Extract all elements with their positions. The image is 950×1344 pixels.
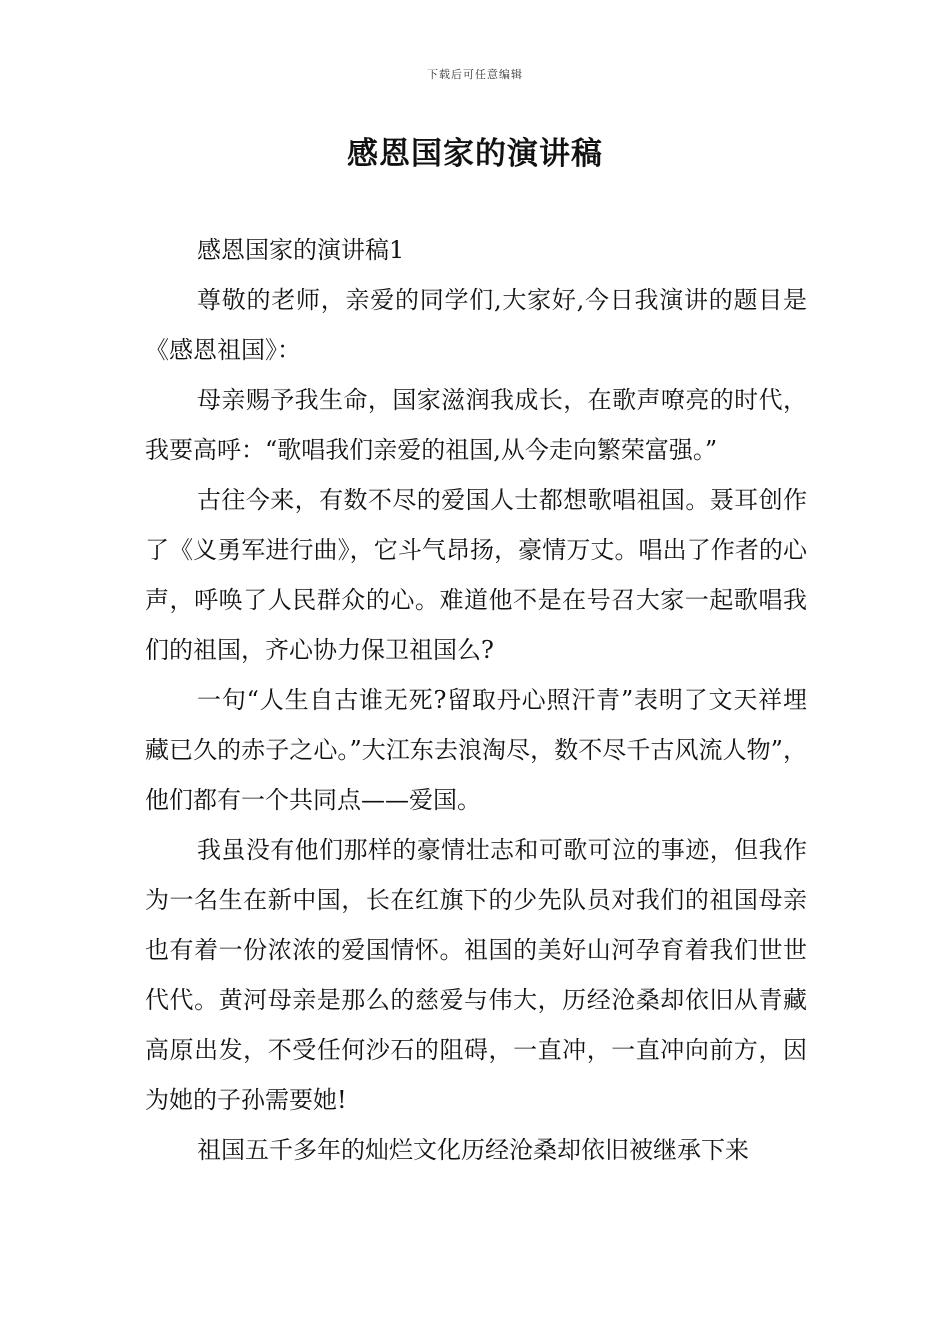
paragraph: 一句“人生自古谁无死?留取丹心照汗青”表明了文天祥埋藏已久的赤子之心。”大江东去浪淘尽，数不尽千古风流人物”，他们都有一个共同点——爱国。	[145, 686, 807, 814]
paragraph: 祖国五千多年的灿烂文化历经沧桑却依旧被继承下来	[197, 1136, 749, 1164]
document-title: 感恩国家的演讲稿	[347, 136, 603, 172]
paragraph: 古往今来，有数不尽的爱国人士都想歌唱祖国。聂耳创作了《义勇军进行曲》，它斗气昂扬，豪情万丈。唱出了作者的心声，呼唤了人民群众的心。难道他不是在号召大家一起歌唱我们的祖国，齐心协力保卫祖国么?	[145, 486, 807, 664]
paragraph-subtitle: 感恩国家的演讲稿1	[197, 236, 405, 264]
header-note: 下载后可任意编辑	[427, 68, 523, 81]
paragraph: 我虽没有他们那样的豪情壮志和可歌可泣的事迹，但我作为一名生在新中国，长在红旗下的少先队员对我们的祖国母亲也有着一份浓浓的爱国情怀。祖国的美好山河孕育着我们世世代代。黄河母亲是那么的慈爱与伟大，历经沧桑却依旧从青藏高原出发，不受任何沙石的阻碍，一直冲，一直冲向前方，因为她的子孙需要她!	[145, 836, 807, 1114]
document-body	[145, 225, 807, 1175]
paragraph-greeting: 尊敬的老师，亲爱的同学们,大家好,今日我演讲的题目是《感恩祖国》：	[145, 286, 807, 364]
paragraph: 母亲赐予我生命，国家滋润我成长，在歌声嘹亮的时代，我要高呼：“歌唱我们亲爱的祖国,从今走向繁荣富强。”	[145, 386, 807, 464]
